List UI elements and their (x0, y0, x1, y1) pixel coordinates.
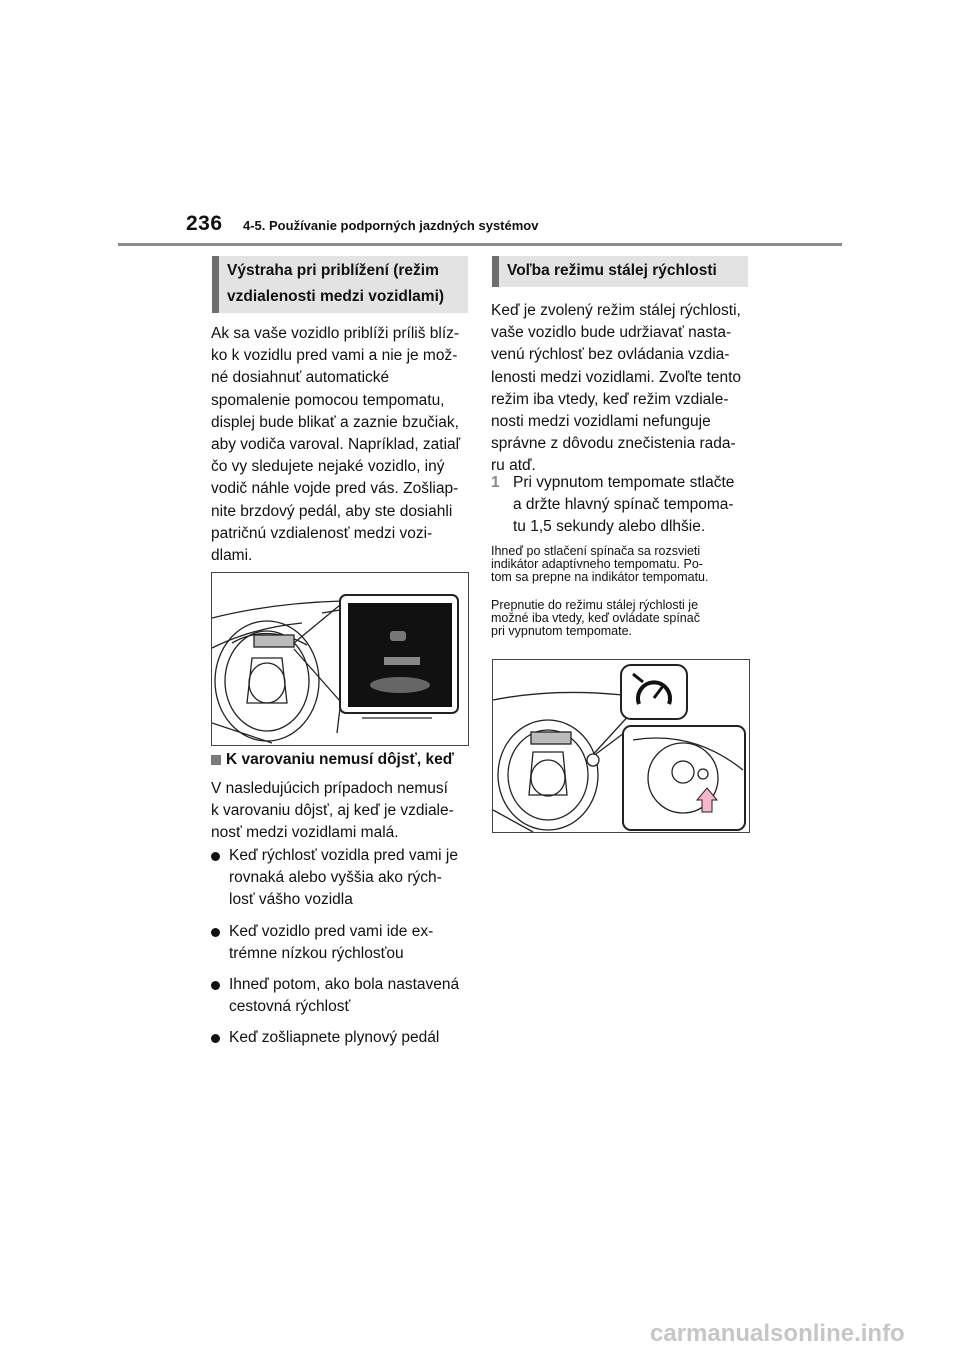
subsection-paragraph: V nasledujúcich prípadoch nemusí k varovaniu dôjsť, aj keď je vzdiale- nosť medzi vozidlami malá. (211, 780, 454, 842)
bullet-icon (211, 981, 220, 990)
proximity-warning-paragraph: Ak sa vaše vozidlo priblíži príliš blíz- ko k vozidlu pred vami a nie je mož- né dosiahnuť automatické spomalenie pomocou tempomatu, displej bude blikať a zaznie bzučiak, aby vodiča varoval. Napríklad, zatiaľ čo vy sledujete nejaké vozidlo, iný vodič náhle vojde pred vás. Zošliap- nite brzdový pedál, aby ste dosiahli patričnú vzdialenosť medzi vozi- dlami. (211, 325, 461, 565)
chapter-title: 4-5. Používanie podporných jazdných systémov (243, 218, 539, 233)
bullet-icon (211, 1034, 220, 1043)
constant-speed-paragraph: Keď je zvolený režim stálej rýchlosti, vaše vozidlo bude udržiavať nasta- venú rýchlosť bez ovládania vzdia- lenosti medzi vozidlami. Zvoľte tento režim iba vtedy, keď režim vzdiale- nosti medzi vozidlami nefunguje správne z dôvodu znečistenia rada- ru atď. (491, 302, 742, 475)
note-switch: Prepnutie do režimu stálej rýchlosti je možné iba vtedy, keď ovládate spínač pri vypnutom tempomate. (491, 598, 700, 638)
section-heading-proximity-warning: Výstraha pri priblížení (režim vzdialenosti medzi vozidlami) (212, 256, 468, 313)
list-item: Keď zošliapnete plynový pedál (211, 1027, 473, 1049)
bullet-icon (211, 852, 220, 861)
step-text: Pri vypnutom tempomate stlačte a držte hlavný spínač tempoma- tu 1,5 sekundy alebo dlhšie. (513, 474, 735, 536)
steering-switch-illustration (493, 660, 749, 832)
exception-list (211, 845, 473, 1059)
list-item: Keď vozidlo pred vami ide ex- trémne nízkou rýchlosťou (211, 921, 473, 965)
subsection-heading (211, 751, 454, 769)
step-number: 1 (491, 474, 500, 491)
subsection-heading-text: K varovaniu nemusí dôjsť, keď (226, 751, 454, 768)
steering-wheel-display-illustration (212, 573, 468, 745)
page-number: 236 (186, 212, 223, 235)
list-item: Ihneď potom, ako bola nastavená cestovná rýchlosť (211, 974, 473, 1018)
cruise-switch-illustration (492, 659, 750, 833)
dashboard-warning-illustration (211, 572, 469, 746)
section-heading-constant-speed: Voľba režimu stálej rýchlosti (492, 256, 748, 287)
square-bullet-icon (211, 755, 221, 765)
bullet-icon (211, 928, 220, 937)
list-item: Keď rýchlosť vozidla pred vami je rovnaká alebo vyššia ako rých- losť vášho vozidla (211, 845, 473, 912)
header-rule (118, 243, 842, 246)
watermark: carmanualsonline.info (650, 1320, 905, 1347)
note-indicator: Ihneď po stlačení spínača sa rozsvieti indikátor adaptívneho tempomatu. Po- tom sa prepne na indikátor tempomatu. (491, 544, 709, 584)
step-1 (491, 472, 753, 539)
